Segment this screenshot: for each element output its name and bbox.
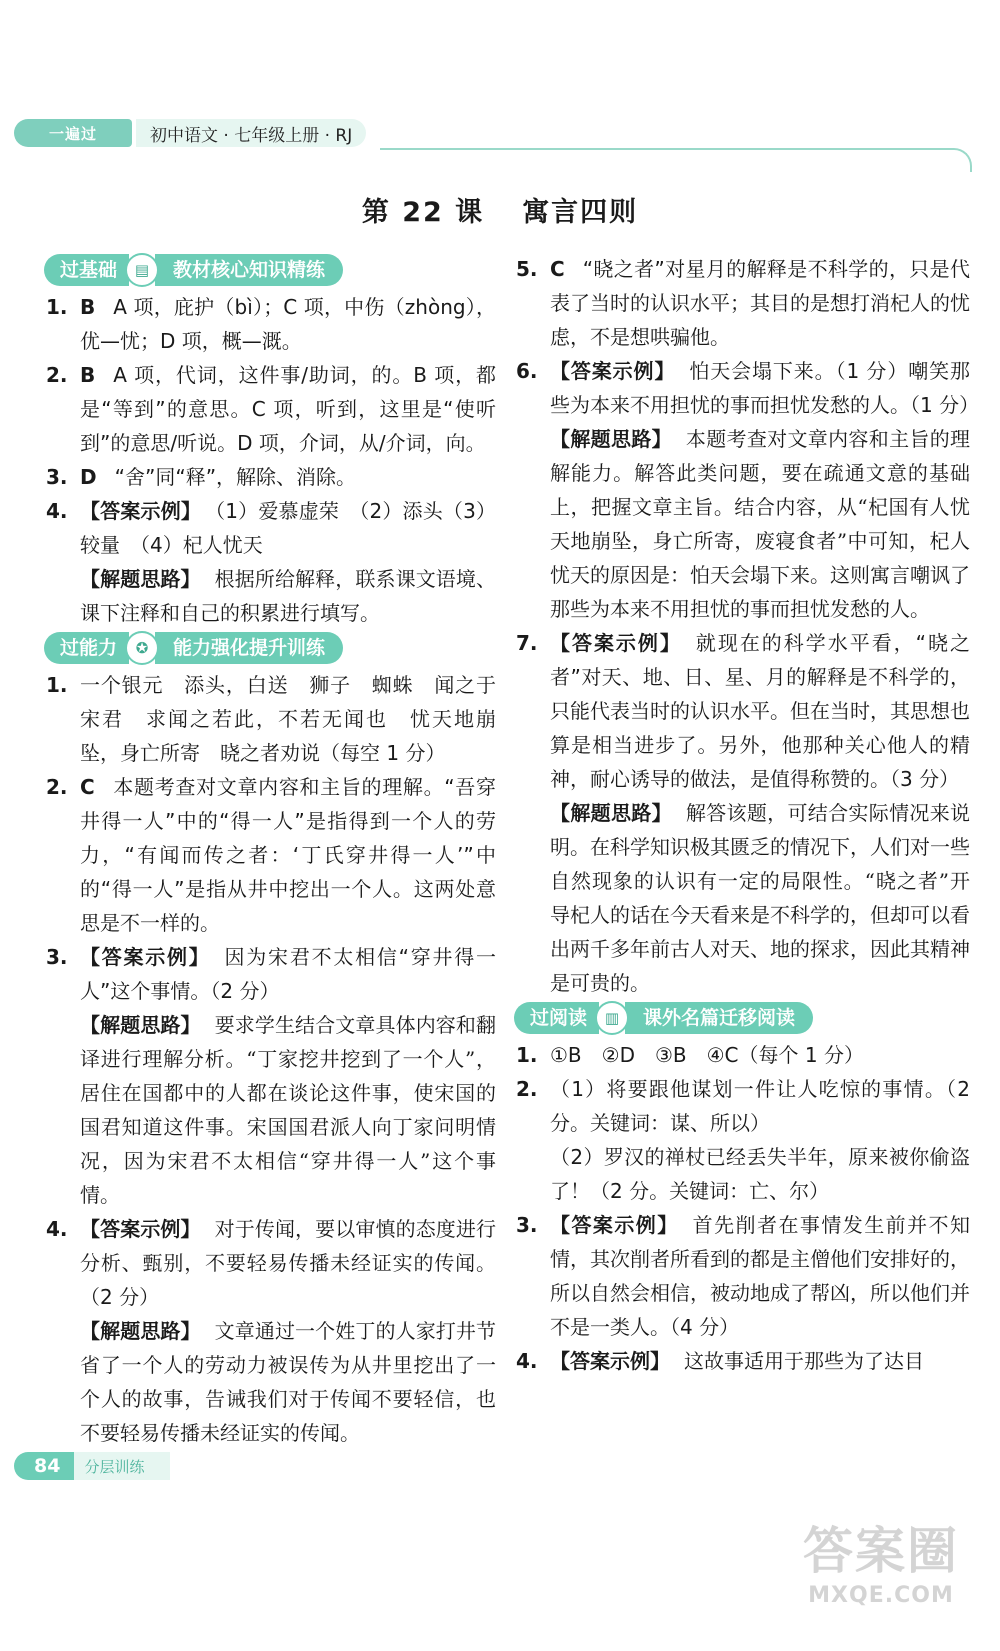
page-number: 84	[14, 1452, 74, 1480]
lesson-name: 寓言四则	[522, 197, 639, 228]
answer-item: 4. 【答案示例】 对于传闻，要以审慎的态度进行分析、甄别，不要轻易传播未经证实的传闻。（2 分） 【解题思路】 文章通过一个姓丁的人家打井节省了一个人的劳动力被误传为从井里挖出了一个人的故事，告诫我们对于传闻不要轻信，也不要轻易传播未经证实的传闻。	[46, 1217, 497, 1445]
answer-item: 3. 【答案示例】 首先削者在事情发生前并不知情，其次削者所看到的都是主僧他们安排好的，所以自然会相信，被动地成了帮凶，所以他们并不是一类人。（4 分）	[516, 1213, 971, 1339]
answer-item: 1. ①B ②D ③B ④C（每个 1 分）	[516, 1043, 864, 1067]
notebook-icon: ▤	[125, 253, 159, 287]
header-rule	[380, 148, 972, 172]
right-column	[516, 252, 980, 1378]
answer-item: 3. 【答案示例】 因为宋君不太相信“穿井得一人”这个事情。（2 分） 【解题思路】 要求学生结合文章具体内容和翻译进行理解分析。“丁家挖井挖到了一个人”，居住在国都中的人都在谈论这件事，使宋国的国君知道这件事。宋国国君派人向丁家问明情况，因为宋君不太相信“穿井得一人”这个事情。	[46, 945, 497, 1207]
answer-item: 3. D “舍”同“释”，解除、消除。	[46, 465, 357, 489]
answer-item: 6. 【答案示例】 怕天会塌下来。（1 分）嘲笑那些为本来不用担忧的事而担忧发愁的人。（1 分） 【解题思路】 本题考查对文章内容和主旨的理解能力。解答此类问题，要在疏通文意的基础上，把握文章主旨。结合内容，从“杞国有人忧天地崩坠，身亡所寄，废寝食者”中可知，杞人忧天的原因是：怕天会塌下来。这则寓言嘲讽了那些为本来不用担忧的事而担忧发愁的人。	[516, 359, 980, 621]
answer-item: 2. C 本题考查对文章内容和主旨的理解。“吾穿井得一人”中的“得一人”是指得到一个人的劳力，“有闻而传之者：‘丁氏穿井得一人’”中的“得一人”是指从井中挖出一个人。这两处意思是不一样的。	[46, 775, 496, 935]
brand-logo: 一遍过	[14, 119, 132, 147]
answer-item: 1. B A 项，庇护（bì）；C 项，中伤（zhòng），优—忧；D 项，概—溉。	[46, 295, 496, 353]
answer-item: 4. 【答案示例】 这故事适用于那些为了达目	[516, 1349, 924, 1373]
section-banner-basic	[44, 254, 496, 286]
watermark-logo-bottom: MXQE.COM	[808, 1582, 954, 1608]
watermark-logo	[786, 1484, 976, 1634]
medal-icon: ✪	[125, 631, 159, 665]
answer-item: 7. 【答案示例】 就现在的科学水平看，“晓之者”对天、地、日、星、月的解释是不科学的，只能代表当时的认识水平。但在当时，其思想也算是相当进步了。另外，他那种关心他人的精神，耐心诱导的做法，是值得称赞的。（3 分） 【解题思路】 解答该题，可结合实际情况来说明。在科学知识极其匮乏的情况下，人们对一些自然现象的认识有一定的局限性。“晓之者”开导杞人的话在今天看来是不科学的，但却可以看出两千多年前古人对天、地的探求，因此其精神是可贵的。	[516, 631, 971, 995]
lesson-title	[0, 190, 1000, 229]
open-book-icon: ▥	[595, 1001, 629, 1035]
answer-item: 1. 一个银元 添头，白送 狮子 蜘蛛 闻之于宋君 求闻之若此，不若无闻也 忧天地崩坠，身亡所寄 晓之者劝说（每空 1 分）	[46, 673, 496, 765]
left-column	[46, 252, 496, 1450]
lesson-number: 第 22 课	[361, 197, 485, 228]
watermark-logo-top: 答案圈	[803, 1521, 959, 1580]
section-label: 过阅读	[514, 1002, 599, 1034]
answer-item: 2. B A 项，代词，这件事/助词，的。B 项，都是“等到”的意思。C 项，听到，这里是“使听到”的意思/听说。D 项，介词，从/介词，向。	[46, 363, 496, 455]
section-subtitle: 课外名篇迁移阅读	[625, 1002, 813, 1034]
section-label: 过基础	[44, 254, 129, 286]
book-title: 初中语文 · 七年级上册 · RJ	[136, 119, 366, 147]
section-banner-reading	[514, 1002, 970, 1034]
answer-item: 4. 【答案示例】 （1）爱慕虚荣 （2）添头（3）较量 （4）杞人忧天 【解题思路】 根据所给解释，联系课文语境、课下注释和自己的积累进行填写。	[46, 499, 497, 625]
header	[14, 118, 366, 148]
series-name: 分层训练	[74, 1452, 170, 1480]
section-subtitle: 能力强化提升训练	[155, 632, 343, 664]
answer-item: 5. C “晓之者”对星月的解释是不科学的，只是代表了当时的认识水平；其目的是想打消杞人的忧虑，不是想哄骗他。	[516, 257, 970, 349]
footer	[14, 1452, 170, 1480]
section-label: 过能力	[44, 632, 129, 664]
section-subtitle: 教材核心知识精练	[155, 254, 343, 286]
answer-item: 2. （1）将要跟他谋划一件让人吃惊的事情。（2 分。关键词：谋、所以） （2）罗汉的禅杖已经丢失半年，原来被你偷盗了！（2 分。关键词：亡、尔）	[516, 1077, 970, 1203]
section-banner-ability	[44, 632, 496, 664]
